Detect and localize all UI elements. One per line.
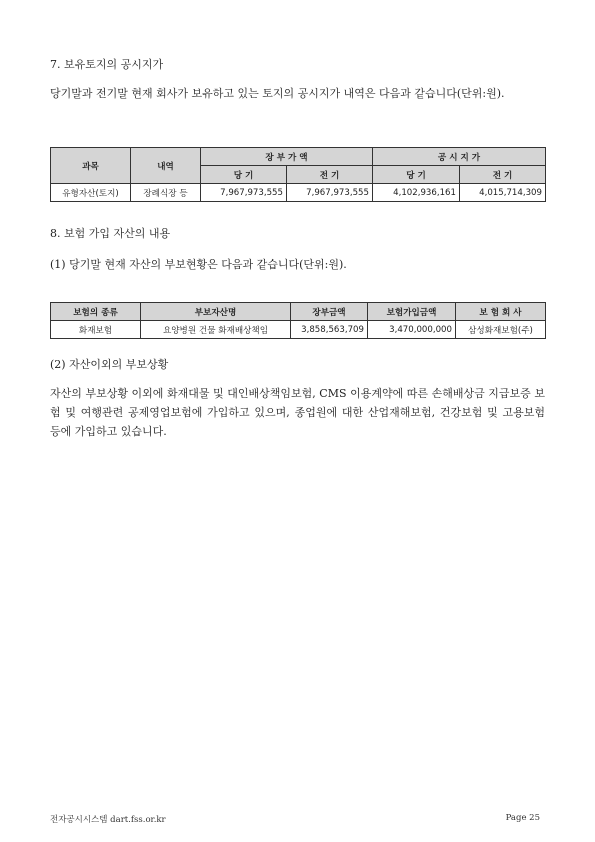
cell-account: 유형자산(토지) bbox=[51, 184, 131, 202]
cell-official-current: 4,102,936,161 bbox=[373, 184, 460, 202]
col-book-value: 장 부 가 액 bbox=[201, 148, 373, 166]
table-row bbox=[51, 184, 546, 202]
cell-book-amount: 3,858,563,709 bbox=[291, 321, 368, 339]
col-insurance-type: 보험의 종류 bbox=[51, 303, 141, 321]
col-book-current: 당 기 bbox=[201, 166, 287, 184]
col-book-amount: 장부금액 bbox=[291, 303, 368, 321]
land-price-table bbox=[50, 147, 546, 202]
cell-book-prior: 7,967,973,555 bbox=[287, 184, 373, 202]
cell-insured-amount: 3,470,000,000 bbox=[368, 321, 456, 339]
col-book-prior: 전 기 bbox=[287, 166, 373, 184]
page-number: Page 25 bbox=[505, 813, 540, 823]
section7-paragraph: 당기말과 전기말 현재 회사가 보유하고 있는 토지의 공시지가 내역은 다음과 같습니다(단위:원). bbox=[50, 87, 505, 100]
cell-official-prior: 4,015,714,309 bbox=[460, 184, 546, 202]
cell-book-current: 7,967,973,555 bbox=[201, 184, 287, 202]
col-account: 과목 bbox=[51, 148, 131, 184]
land-price-table-wrap bbox=[50, 147, 545, 202]
footer-source: 전자공시시스템 dart.fss.or.kr bbox=[50, 815, 166, 825]
cell-insurer: 삼성화재보험(주) bbox=[456, 321, 546, 339]
cell-insurance-type: 화재보험 bbox=[51, 321, 141, 339]
section7-heading: 7. 보유토지의 공시지가 bbox=[50, 58, 164, 71]
cell-insured-asset: 요양병원 건물 화재배상책임 bbox=[141, 321, 291, 339]
col-insured-amount: 보험가입금액 bbox=[368, 303, 456, 321]
section8-paragraph: 자산의 부보상황 이외에 화재대물 및 대인배상책임보험, CMS 이용계약에 따른 손해배상금 지급보증 보험 및 여행관련 공제영업보험에 가입하고 있으며, 종업원에 대한 산업재해보험, 건강보험 및 고용보험 등에 가입하고 있습니다. bbox=[50, 387, 545, 438]
col-insured-asset: 부보자산명 bbox=[141, 303, 291, 321]
section8-sub1: (1) 당기말 현재 자산의 부보현황은 다음과 같습니다(단위:원). bbox=[50, 258, 347, 271]
col-detail: 내역 bbox=[131, 148, 201, 184]
insurance-table bbox=[50, 302, 546, 339]
col-official-prior: 전 기 bbox=[460, 166, 546, 184]
insurance-table-wrap bbox=[50, 302, 545, 339]
col-official-current: 당 기 bbox=[373, 166, 460, 184]
section8-sub2: (2) 자산이외의 부보상황 bbox=[50, 358, 169, 371]
col-insurer: 보 험 회 사 bbox=[456, 303, 546, 321]
section8-heading: 8. 보험 가입 자산의 내용 bbox=[50, 227, 171, 240]
cell-detail: 장례식장 등 bbox=[131, 184, 201, 202]
table-row bbox=[51, 321, 546, 339]
col-official-price: 공 시 지 가 bbox=[373, 148, 546, 166]
